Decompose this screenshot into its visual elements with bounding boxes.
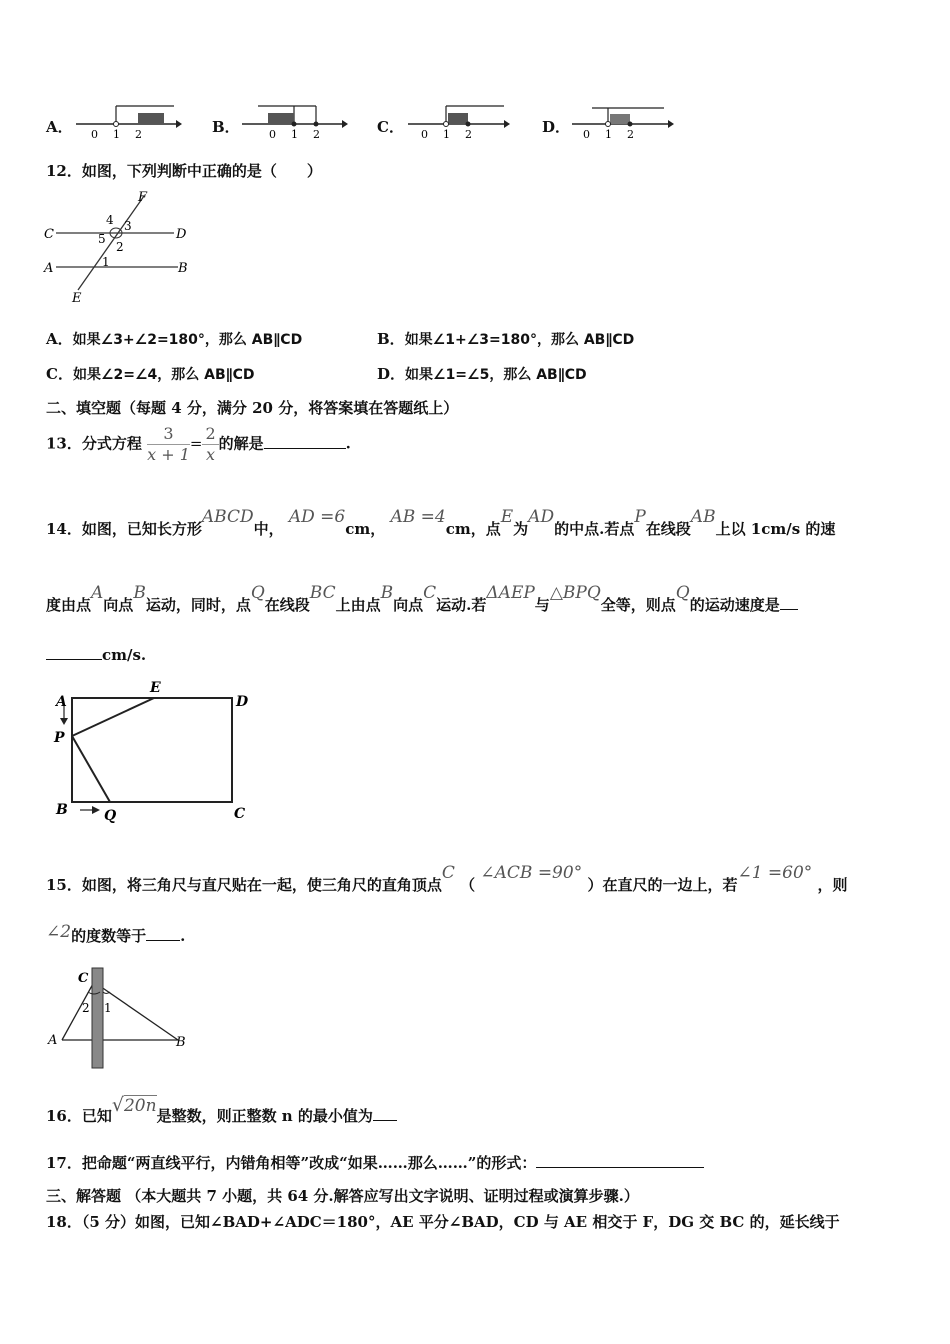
q14-math-ad: AD [528,507,555,527]
q16-radicand: 20n [123,1096,157,1116]
q12-option-c [46,363,255,384]
q15-label-c: C [78,971,89,986]
q12-option-c-label: C． [46,365,73,383]
q12-option-d [377,363,587,384]
q11-d-tick-1: 1 [605,128,612,141]
q14-math-ab: AB [690,507,716,527]
q15-math-angle2: ∠2 [46,922,72,942]
q14-answer-blank-a[interactable] [780,595,798,610]
q14-text-9: 度由点 [46,596,92,614]
q14-figure [50,676,260,826]
q11-a-tick-1: 1 [113,128,120,141]
q13-eq: = [189,434,203,453]
q14-line-2 [46,583,798,615]
section3-heading: 三、解答题 （本大题共 7 小题，共 64 分.解答应写出文字说明、证明过程或演算步骤.） [46,1187,639,1205]
q13-rhs-num: 2 [202,424,218,445]
q11-a-tick-0: 0 [91,128,98,141]
q16 [46,1094,397,1126]
q11-option-c-label: C． [377,118,404,136]
q12-option-a-text: 如果∠3+∠2=180°，那么 AB∥CD [72,332,303,348]
q11-c-tick-1: 1 [443,128,450,141]
q11-option-a-numberline [72,100,182,142]
q15-line-1 [46,863,848,895]
q15-text-4: ，则 [817,876,848,894]
q14-text-17: 全等，则点 [600,596,676,614]
q17-text: 17．把命题“两直线平行，内错角相等”改成“如果……那么……”的形式： [46,1154,537,1172]
q14-math-a: A [91,583,104,603]
q15-label-a: A [48,1033,58,1048]
q16-suffix: 是整数，则正整数 n 的最小值为 [156,1107,373,1125]
q14-answer-blank-b[interactable] [46,645,102,660]
q11-a-tick-2: 2 [135,128,142,141]
q13-prefix: 13．分式方程 [46,434,142,453]
q12-angle-3: 3 [124,219,132,233]
q12-angle-5: 5 [98,232,106,246]
q12-label-e: E [72,291,82,306]
q14-text-5: 为 [513,520,529,538]
q12-angle-4: 4 [106,213,114,227]
q11-b-tick-2: 2 [313,128,320,141]
q14-math-bc: BC [309,583,336,603]
q12-angle-2: 2 [116,240,124,254]
q14-text-15: 运动.若 [436,596,487,614]
q16-sqrt [111,1094,157,1116]
q12-option-a [46,328,302,349]
q15-text-2: （ [460,876,476,894]
q13-suffix: 的解是 [218,434,264,453]
q15-figure [44,962,204,1074]
q12-option-d-label: D． [377,365,406,383]
q13-lhs-fraction [147,424,190,465]
q14-label-e: E [150,680,161,696]
q15-math-c: C [441,863,455,883]
q12-option-a-label: A． [46,330,73,348]
q14-text-4: cm，点 [445,520,501,538]
q11-d-tick-0: 0 [583,128,590,141]
q16-answer-blank[interactable] [373,1106,397,1121]
q12-label-a: A [44,261,54,276]
q14-text-13: 上由点 [335,596,381,614]
q11-b-tick-1: 1 [291,128,298,141]
q14-line-3 [46,645,146,664]
q13-end: . [345,434,351,453]
q12-label-b: B [178,261,188,276]
q16-prefix: 16．已知 [46,1107,112,1125]
q14-label-p: P [54,730,65,746]
q11-c-tick-2: 2 [465,128,472,141]
q16-radical-sign: √ [111,1094,124,1116]
q14-text-8: 上以 1cm/s 的速 [715,520,836,538]
q14-text-12: 在线段 [264,596,310,614]
q15-math-angle1: ∠1 =60° [737,863,813,883]
q12-option-b-label: B． [377,330,405,348]
q14-math-aep: ΔAEP [486,583,535,603]
q14-math-b: B [133,583,146,603]
q11-option-d-numberline [568,100,678,142]
q14-text-11: 运动，同时，点 [145,596,251,614]
q15-end: . [180,927,186,945]
q14-text-10: 向点 [103,596,134,614]
q12-figure [42,188,202,308]
q14-line-1 [46,507,836,539]
q14-label-a: A [56,694,67,710]
q11-d-tick-2: 2 [627,128,634,141]
q13-rhs-fraction [202,424,218,465]
q15-angle-1: 1 [104,1001,112,1015]
q15-text-3: ）在直尺的一边上，若 [587,876,738,894]
q17 [46,1152,704,1173]
q13 [46,424,351,465]
q15-angle-2: 2 [82,1001,90,1015]
q14-label-b: B [56,802,68,818]
q11-c-tick-0: 0 [421,128,428,141]
q12-stem: 12．如图，下列判断中正确的是（ ） [46,162,322,180]
q12-option-d-text: 如果∠1=∠5，那么 AB∥CD [405,367,587,383]
q11-b-tick-0: 0 [269,128,276,141]
q12-option-b-text: 如果∠1+∠3=180°，那么 AB∥CD [404,332,635,348]
q14-text-7: 在线段 [645,520,691,538]
q12-option-c-text: 如果∠2=∠4，那么 AB∥CD [72,367,255,383]
q14-text-16: 与 [534,596,550,614]
q12-label-c: C [44,227,54,242]
q14-text-18: 的运动速度是 [689,596,780,614]
q17-answer-blank[interactable] [536,1153,704,1168]
q14-math-e: E [500,507,514,527]
q14-label-c: C [234,806,246,822]
q14-label-q: Q [104,808,117,824]
q11-option-d-label: D． [542,118,571,136]
q13-lhs-num: 3 [147,424,190,445]
q11-option-b-numberline [238,100,348,142]
q12-label-d: D [176,227,187,242]
q11-option-c-numberline [404,100,514,142]
q12-angle-1: 1 [102,255,110,269]
q11-option-a-label: A． [46,118,73,136]
q18-text: 18．（5 分）如图，已知∠BAD+∠ADC＝180°，AE 平分∠BAD，CD 与 AE 相交于 F，DG 交 BC 的，延长线于 [46,1213,840,1231]
q14-label-d: D [236,694,249,710]
q14-text-2: 中， [253,520,284,538]
q11-option-b-label: B． [212,118,240,136]
q14-math-abcd: ABCD [201,507,254,527]
q14-math-c: C [423,583,437,603]
q13-lhs-den: x + 1 [147,445,190,464]
q14-math-ab4: AB =4 [390,507,446,527]
q15-label-b: B [176,1035,186,1050]
q12-option-b [377,328,634,349]
q15-line-2 [46,922,186,946]
q15-answer-blank[interactable] [146,926,180,941]
q13-answer-blank[interactable] [264,434,346,449]
q15-math-acb: ∠ACB =90° [480,863,583,883]
q14-text-14: 向点 [393,596,424,614]
q14-math-bpq: △BPQ [549,583,601,603]
q15-text-1: 15．如图，将三角尺与直尺贴在一起，使三角尺的直角顶点 [46,876,442,894]
q12-label-f: F [138,190,148,205]
q14-math-q2: Q [675,583,690,603]
q14-math-ad6: AD =6 [288,507,346,527]
q14-math-p: P [634,507,646,527]
q14-text-1: 14．如图，已知长方形 [46,520,202,538]
q14-math-q: Q [250,583,265,603]
q14-text-3: cm， [345,520,386,538]
q14-text-6: 的中点.若点 [554,520,635,538]
q14-unit: cm/s. [102,646,147,664]
q13-rhs-den: x [206,445,216,464]
q15-text-5: 的度数等于 [71,927,147,945]
q14-math-b2: B [380,583,394,603]
section2-heading: 二、填空题（每题 4 分，满分 20 分，将答案填在答题纸上） [46,399,459,417]
